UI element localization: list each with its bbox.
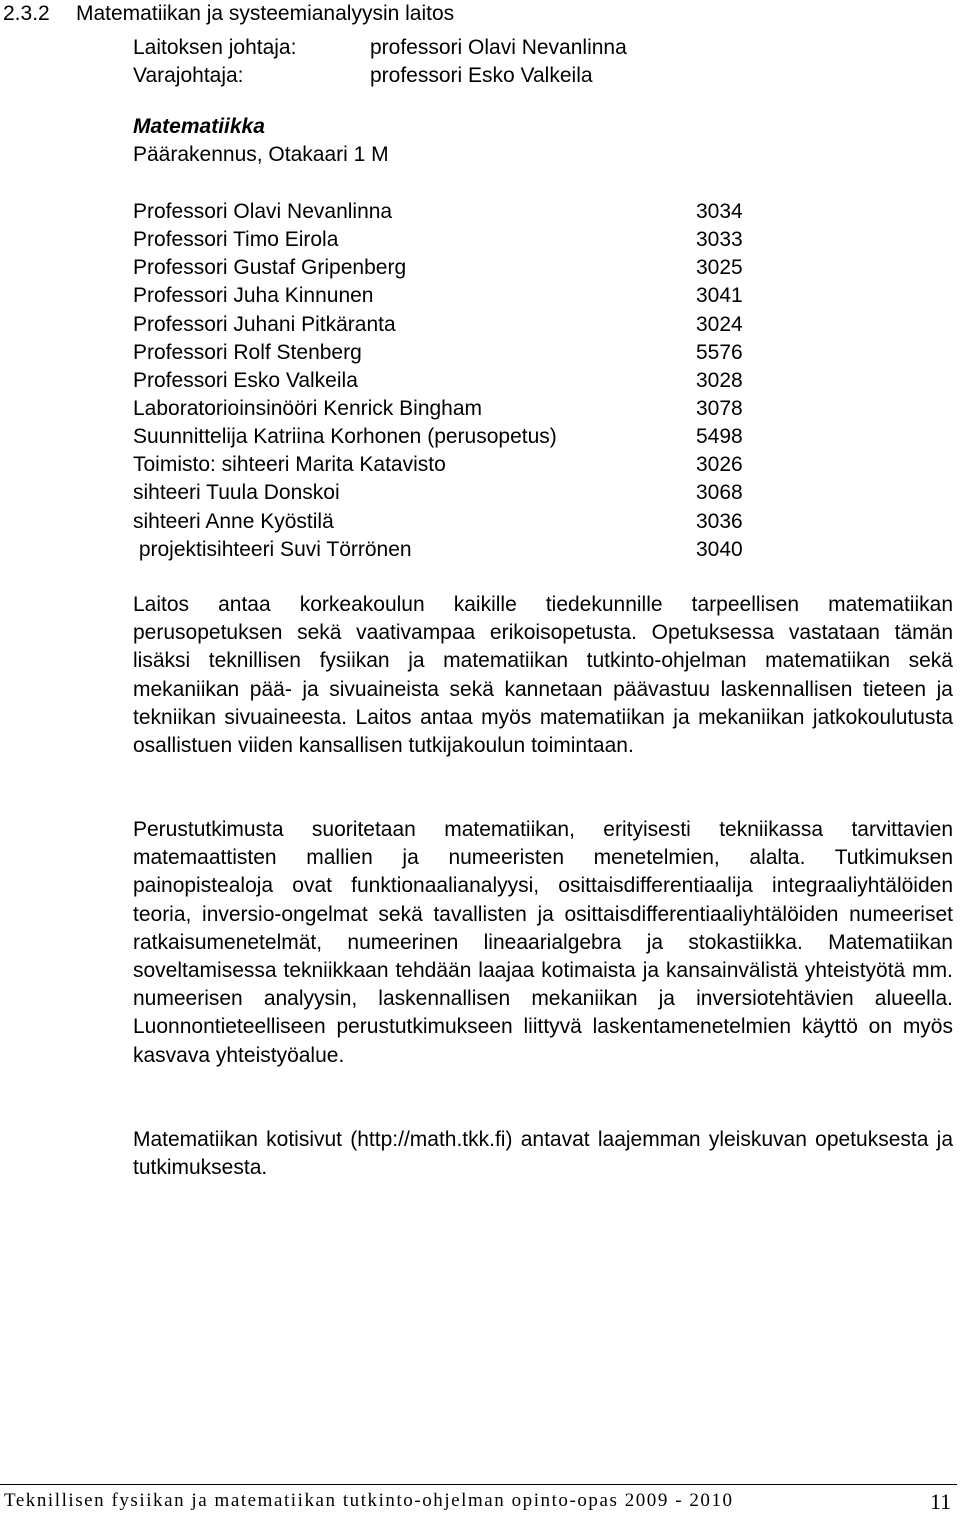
contact-row xyxy=(133,311,753,339)
contact-row xyxy=(133,479,753,507)
role-row-deputy xyxy=(0,62,960,90)
building-address: Päärakennus, Otakaari 1 M xyxy=(133,143,389,166)
contact-extension: 3024 xyxy=(696,312,743,336)
contact-extension: 3041 xyxy=(696,284,743,308)
role-row-head xyxy=(0,34,960,62)
section-title: Matematiikan ja systeemianalyysin laitos xyxy=(76,2,455,25)
contact-row xyxy=(133,282,753,310)
contact-name: sihteeri Tuula Donskoi xyxy=(133,481,340,505)
contact-name: sihteeri Anne Kyöstilä xyxy=(133,509,334,533)
contact-row xyxy=(133,451,753,479)
contact-extension: 3040 xyxy=(696,537,743,561)
paragraph-teaching: Laitos antaa korkeakoulun kaikille tiedekunnille tarpeellisen matematiikan perusopetuksen sekä vaativampaa erikoisopetusta. Opetuksessa vastataan tämän lisäksi teknillisen fysiikan ja matematiikan tutkinto-ohjelman matematiikan sekä mekaniikan pää- ja sivuaineista sekä kannetaan päävastuu laskennallisen tieteen ja tekniikan sivuaineesta. Laitos antaa myös matematiikan ja mekaniikan jatkokoulutusta osallistuen viiden kansallisen tutkijakoulun toimintaan. xyxy=(133,593,953,758)
contact-extension: 3028 xyxy=(696,368,743,392)
contact-name: Professori Juha Kinnunen xyxy=(133,284,374,308)
contact-extension: 3078 xyxy=(696,396,743,420)
paragraph-homepage: Matematiikan kotisivut (http://math.tkk.fi) antavat laajemman yleiskuvan opetuksesta ja tutkimuksesta. xyxy=(133,1128,953,1180)
contact-extension: 3068 xyxy=(696,481,743,505)
contact-name: Suunnittelija Katriina Korhonen (perusopetus) xyxy=(133,425,557,449)
contact-row xyxy=(133,198,753,226)
contact-extension: 3036 xyxy=(696,509,743,533)
contact-name: Professori Timo Eirola xyxy=(133,228,339,252)
contact-row xyxy=(133,254,753,282)
contact-name: Professori Juhani Pitkäranta xyxy=(133,312,396,336)
section-number: 2.3.2 xyxy=(3,2,50,25)
role-label: Laitoksen johtaja: xyxy=(133,36,297,59)
role-value: professori Esko Valkeila xyxy=(370,64,593,87)
footer-divider xyxy=(0,1484,957,1485)
contact-name: Laboratorioinsinööri Kenrick Bingham xyxy=(133,396,483,420)
contact-row xyxy=(133,339,753,367)
contact-name: projektisihteeri Suvi Törrönen xyxy=(133,537,412,561)
contact-extension: 3026 xyxy=(696,453,743,477)
page-number: 11 xyxy=(930,1489,952,1514)
subject-title: Matematiikka xyxy=(133,115,265,138)
contact-list xyxy=(133,198,753,564)
contact-name: Professori Rolf Stenberg xyxy=(133,340,362,364)
contact-extension: 3033 xyxy=(696,228,743,252)
contact-row xyxy=(133,395,753,423)
contact-row xyxy=(133,536,753,564)
role-value: professori Olavi Nevanlinna xyxy=(370,36,627,59)
contact-extension: 3034 xyxy=(696,200,743,223)
contact-name: Professori Gustaf Gripenberg xyxy=(133,256,407,280)
contact-extension: 3025 xyxy=(696,256,743,280)
contact-row xyxy=(133,508,753,536)
footer-title: Teknillisen fysiikan ja matematiikan tutkinto-ohjelman opinto-opas 2009 - 2010 xyxy=(4,1490,734,1511)
contact-name: Professori Esko Valkeila xyxy=(133,368,358,392)
contact-row xyxy=(133,367,753,395)
contact-row xyxy=(133,423,753,451)
contact-name: Professori Olavi Nevanlinna xyxy=(133,200,393,223)
contact-extension: 5498 xyxy=(696,425,743,449)
contact-extension: 5576 xyxy=(696,340,743,364)
role-label: Varajohtaja: xyxy=(133,64,244,87)
contact-name: Toimisto: sihteeri Marita Katavisto xyxy=(133,453,446,477)
section-heading xyxy=(3,0,454,28)
contact-row xyxy=(133,226,753,254)
paragraph-research: Perustutkimusta suoritetaan matematiikan, erityisesti tekniikassa tarvittavien matemaattisten mallien ja numeeristen menetelmien, alalta. Tutkimuksen painopistealoja ovat funktionaalianalyysi, osittaisdifferentiaalija integraaliyhtälöiden teoria, inversio-ongelmat sekä tavallisten ja osittaisdifferentiaaliyhtälöiden numeeriset ratkaisumenetelmät, numeerinen lineaarialgebra ja stokastiikka. Matematiikan soveltamisessa tekniikkaan tehdään laajaa kotimaista ja kansainvälistä yhteistyötä mm. numeerisen analyysin, laskennallisen mekaniikan ja inversiotehtävien alueella. Luonnontieteelliseen perustutkimukseen liittyvä laskentamenetelmien käyttö on myös kasvava yhteistyöalue. xyxy=(133,818,953,1067)
